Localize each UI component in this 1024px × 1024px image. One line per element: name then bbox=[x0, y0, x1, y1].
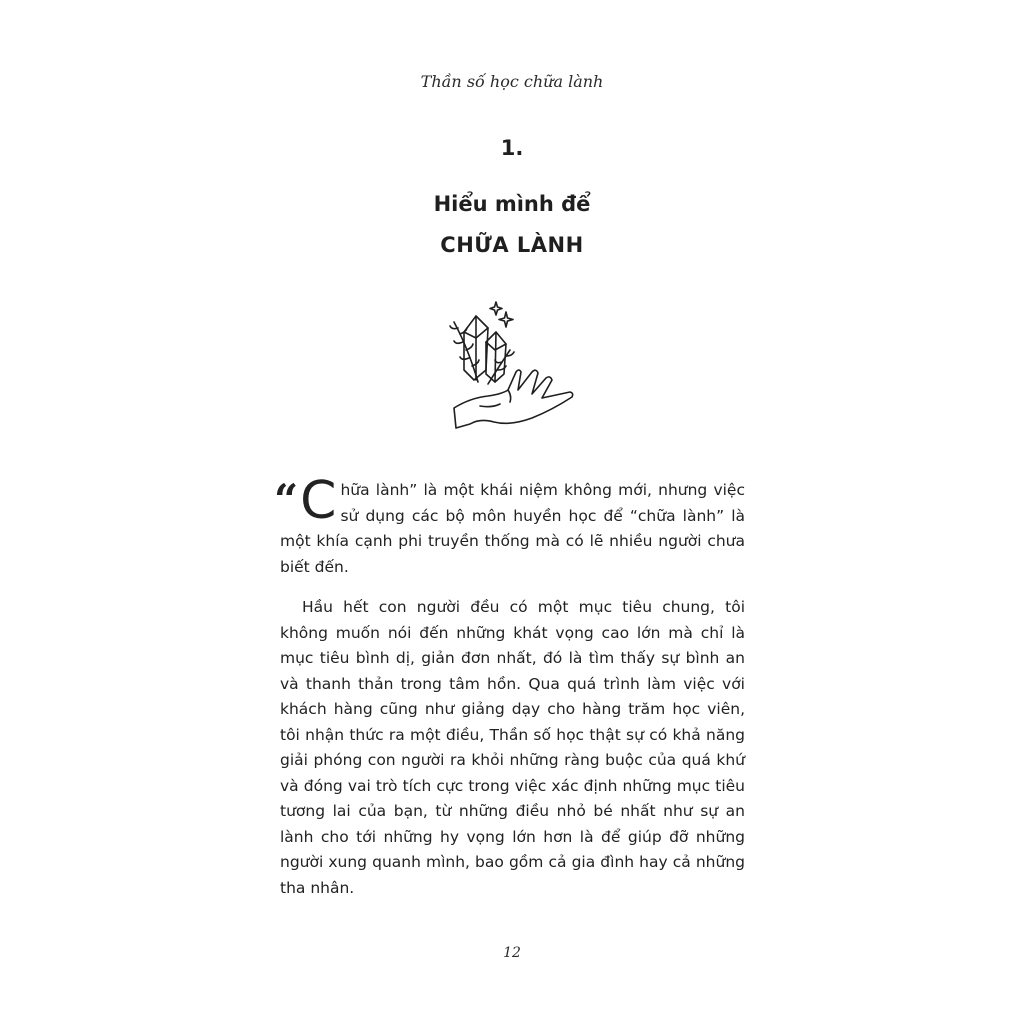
open-quote-mark: “ bbox=[274, 475, 299, 524]
paragraph-2: Hầu hết con người đều có một mục tiêu chung, tôi không muốn nói đến những khát vọng cao lớn mà chỉ là mục tiêu bình dị, giản đơn nhất, đó là tìm thấy sự bình an và thanh thản trong tâm hồn. Qua quá trình làm việc với khách hàng cũng như giảng dạy cho hàng trăm học viên, tôi nhận thức ra một điều, Thần số học thật sự có khả năng giải phóng con người ra khỏi những ràng buộc của quá khứ và đóng vai trò tích cực trong việc xác định những mục tiêu tương lai của bạn, từ những điều nhỏ bé nhất như sự an lành cho tới những hy vọng lớn hơn là để giúp đỡ những người xung quanh mình, bao gồm cả gia đình hay cả những tha nhân. bbox=[280, 598, 745, 897]
running-head: Thần số học chữa lành bbox=[420, 72, 604, 91]
paragraph-1 bbox=[274, 471, 745, 580]
drop-cap: C bbox=[300, 471, 337, 531]
chapter-title-line2: CHỮA LÀNH bbox=[440, 233, 584, 257]
chapter-number: 1. bbox=[500, 136, 524, 160]
page-number: 12 bbox=[503, 945, 521, 961]
chapter-title-line1: Hiểu mình để bbox=[433, 192, 591, 216]
paragraph-1-text: hữa lành” là một khái niệm không mới, nhưng việc sử dụng các bộ môn huyền học để “chữa lành” là một khía cạnh phi truyền thống mà có lẽ nhiều người chưa biết đến. bbox=[280, 481, 745, 576]
hand-holding-crystals-icon bbox=[440, 298, 580, 434]
